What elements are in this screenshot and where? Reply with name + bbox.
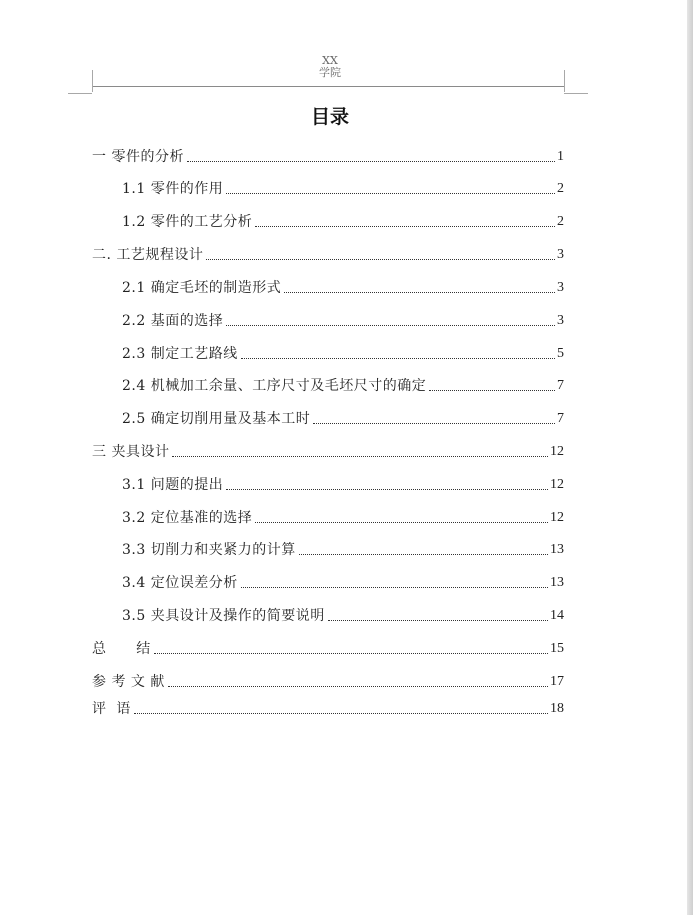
toc-entry[interactable] <box>0 211 564 231</box>
toc-entry[interactable] <box>0 244 564 264</box>
crop-mark-left-vertical <box>92 70 93 92</box>
toc-entry-page: 2 <box>557 181 564 196</box>
toc-entry-page: 18 <box>550 701 564 716</box>
toc-title: 目录 <box>310 106 349 128</box>
toc-entry[interactable] <box>0 474 564 494</box>
toc-entry-page: 17 <box>550 674 564 689</box>
toc-leader <box>206 258 555 260</box>
toc-entry-page: 5 <box>557 346 564 361</box>
toc-leader <box>299 553 548 555</box>
toc-entry-page: 7 <box>557 378 564 393</box>
toc-entry-label: 一 零件的分析 <box>92 149 184 165</box>
header-line-2: 学院 <box>319 66 341 79</box>
toc-leader <box>187 160 555 162</box>
toc-entry-page: 3 <box>557 313 564 328</box>
toc-leader <box>226 488 548 490</box>
toc-leader <box>313 422 555 424</box>
toc-entry[interactable] <box>0 408 564 428</box>
toc-entry-page: 12 <box>550 510 564 525</box>
toc-entry-label: 二. 工艺规程设计 <box>92 247 204 263</box>
toc-entry-label: 2.1 确定毛坯的制造形式 <box>122 280 282 296</box>
toc-entry[interactable] <box>0 441 564 461</box>
toc-entry[interactable] <box>0 343 564 363</box>
toc-entry-page: 2 <box>557 214 564 229</box>
toc-leader <box>154 652 548 654</box>
toc-entry-label: 2.2 基面的选择 <box>122 313 224 329</box>
page-header <box>0 55 660 79</box>
toc-leader <box>241 357 555 359</box>
toc-entry[interactable] <box>0 539 564 559</box>
toc-entry-label: 评 语 <box>92 701 131 717</box>
toc-entry-page: 13 <box>550 575 564 590</box>
toc-entry-label: 1.2 零件的工艺分析 <box>122 214 253 230</box>
toc-leader <box>284 291 555 293</box>
toc-entry-label: 2.5 确定切削用量及基本工时 <box>122 411 311 427</box>
toc-leader <box>255 225 555 227</box>
toc-entry-page: 13 <box>550 542 564 557</box>
toc-leader <box>241 586 548 588</box>
toc-entry-label: 3.4 定位误差分析 <box>122 575 238 591</box>
toc-leader <box>255 521 548 523</box>
toc-entry-page: 3 <box>557 280 564 295</box>
toc-entry-page: 1 <box>557 149 564 164</box>
toc-entry-page: 3 <box>557 247 564 262</box>
toc-entry[interactable] <box>0 146 564 166</box>
toc-entry-label: 2.3 制定工艺路线 <box>122 346 238 362</box>
toc-entry[interactable] <box>0 671 564 691</box>
toc-leader <box>168 685 548 687</box>
toc-entry[interactable] <box>0 507 564 527</box>
toc-entry[interactable] <box>0 178 564 198</box>
toc-entry-page: 7 <box>557 411 564 426</box>
header-line-1: XX <box>322 54 338 67</box>
toc-entry[interactable] <box>0 310 564 330</box>
toc-entry-label: 参 考 文 献 <box>92 674 165 690</box>
toc-leader <box>226 324 555 326</box>
header-rule <box>92 86 564 87</box>
toc-entry-page: 15 <box>550 641 564 656</box>
toc-leader <box>226 192 555 194</box>
toc-leader <box>134 712 548 714</box>
toc-entry[interactable] <box>0 277 564 297</box>
toc-entry[interactable] <box>0 375 564 395</box>
toc-entry[interactable] <box>0 638 564 658</box>
toc-entry[interactable] <box>0 698 564 718</box>
toc-entry-label: 三 夹具设计 <box>92 444 170 460</box>
toc-leader <box>429 389 555 391</box>
toc-entry-label: 2.4 机械加工余量、工序尺寸及毛坯尺寸的确定 <box>122 378 427 394</box>
toc-entry-label: 总 结 <box>92 641 151 657</box>
toc-entry-label: 1.1 零件的作用 <box>122 181 224 197</box>
crop-mark-right-vertical <box>564 70 565 92</box>
toc-entry-page: 12 <box>550 444 564 459</box>
toc-entry-label: 3.1 问题的提出 <box>122 477 224 493</box>
toc-entry[interactable] <box>0 605 564 625</box>
toc-entry[interactable] <box>0 572 564 592</box>
toc-entry-page: 14 <box>550 608 564 623</box>
crop-mark-left-horizontal <box>68 93 92 94</box>
crop-mark-right-horizontal <box>564 93 588 94</box>
toc-entry-label: 3.5 夹具设计及操作的简要说明 <box>122 608 325 624</box>
toc-leader <box>328 619 548 621</box>
toc-leader <box>172 455 548 457</box>
page-edge <box>687 0 693 915</box>
toc-entry-label: 3.2 定位基准的选择 <box>122 510 253 526</box>
toc-entry-page: 12 <box>550 477 564 492</box>
toc-entry-label: 3.3 切削力和夹紧力的计算 <box>122 542 296 558</box>
